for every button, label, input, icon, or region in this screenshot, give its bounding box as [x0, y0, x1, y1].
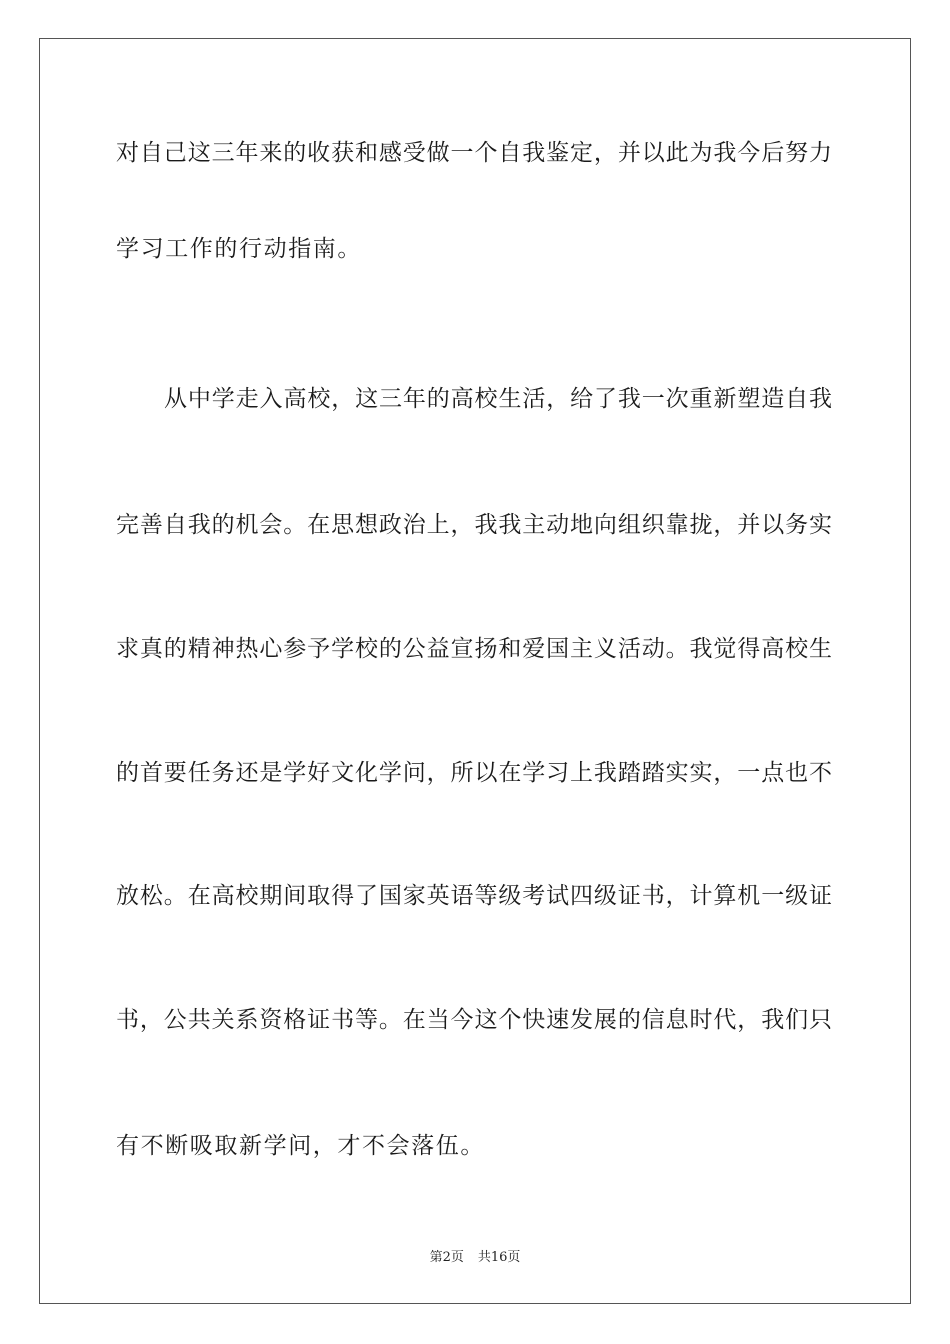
page-number: 第2页 [429, 1250, 464, 1265]
text-line-1: 对自己这三年来的收获和感受做一个自我鉴定，并以此为我今后努力 [116, 140, 832, 166]
page-border [39, 38, 911, 1304]
text-line-9: 有不断吸取新学问，才不会落伍。 [116, 1133, 485, 1159]
page-footer [0, 1246, 950, 1265]
text-line-8: 书，公共关系资格证书等。在当今这个快速发展的信息时代，我们只 [116, 1007, 832, 1033]
text-line-7: 放松。在高校期间取得了国家英语等级考试四级证书，计算机一级证 [116, 883, 832, 909]
text-line-5: 求真的精神热心参予学校的公益宣扬和爱国主义活动。我觉得高校生 [116, 636, 832, 662]
page-total: 共16页 [477, 1250, 521, 1265]
text-line-6: 的首要任务还是学好文化学问，所以在学习上我踏踏实实，一点也不 [116, 760, 832, 786]
text-line-2: 学习工作的行动指南。 [116, 236, 362, 262]
text-line-4: 完善自我的机会。在思想政治上，我我主动地向组织靠拢，并以务实 [116, 512, 832, 538]
text-line-3: 从中学走入高校，这三年的高校生活，给了我一次重新塑造自我 [164, 386, 832, 412]
